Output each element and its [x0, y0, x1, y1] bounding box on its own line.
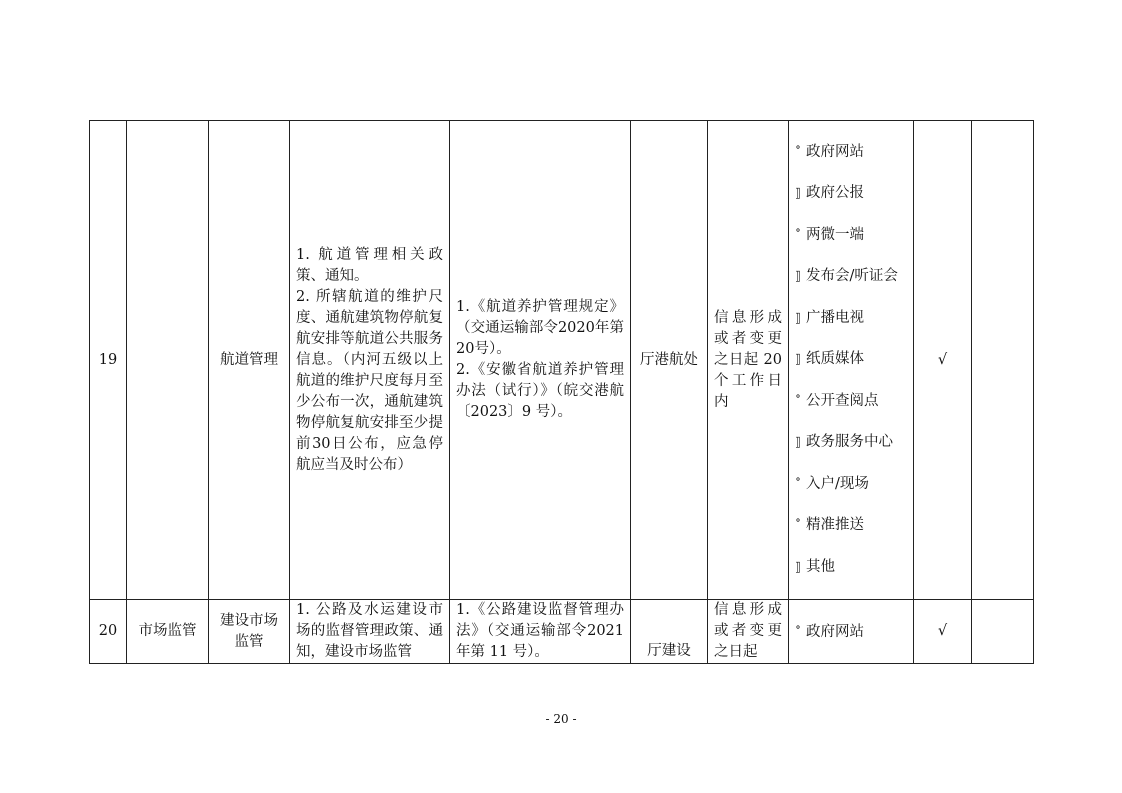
- bullet-icon: ˚: [795, 624, 801, 639]
- item-cell: 航道管理: [209, 121, 290, 600]
- content-cell: 1. 公路及水运建设市场的监督管理政策、通知，建设市场监管: [290, 600, 450, 664]
- bracket-icon: ⟧: [795, 310, 801, 325]
- check-mark: √: [914, 600, 972, 664]
- check-cell-empty: [972, 600, 1034, 664]
- basis-cell: 1.《航道养护管理规定》（交通运输部令2020年第20号）。 2.《安徽省航道养护管理办法（试行）》（皖交港航〔2023〕9 号）。: [450, 121, 631, 600]
- channel-item: ˚ 入户/现场: [795, 464, 907, 506]
- channel-item: ˚ 精准推送: [795, 505, 907, 547]
- channel-item: ˚ 政府网站: [795, 604, 907, 660]
- table-row: [90, 121, 1034, 600]
- department-cell: 厅港航处: [631, 121, 708, 600]
- department-cell: 厅建设: [631, 600, 708, 664]
- item-cell: 建设市场监管: [209, 600, 290, 664]
- content-cell: 1. 航道管理相关政策、通知。 2. 所辖航道的维护尺度、通航建筑物停航复航安排等航道公共服务信息。（内河五级以上航道的维护尺度每月至少公布一次，通航建筑物停航复航安排至少提前30日公布，应急停航应当及时公布）: [290, 121, 450, 600]
- channel-item: ⟧ 政务服务中心: [795, 422, 907, 464]
- bracket-icon: ⟧: [795, 435, 801, 450]
- channel-cell: [789, 600, 914, 664]
- bracket-icon: ⟧: [795, 559, 801, 574]
- channel-item: ⟧ 纸质媒体: [795, 339, 907, 381]
- page-number: - 20 -: [545, 712, 577, 726]
- bracket-icon: ⟧: [795, 352, 801, 367]
- channel-list: [795, 604, 907, 660]
- row-number: 19: [90, 121, 127, 600]
- channel-item: ˚ 公开查阅点: [795, 381, 907, 423]
- row-number: 20: [90, 600, 127, 664]
- channel-item: ⟧ 其他: [795, 547, 907, 589]
- channel-item: ˚ 两微一端: [795, 215, 907, 257]
- bullet-icon: ˚: [795, 476, 801, 491]
- category-cell: 市场监管: [127, 600, 209, 664]
- timing-cell: 信息形成或者变更之日起: [708, 600, 789, 664]
- channel-item: ⟧ 广播电视: [795, 298, 907, 340]
- bracket-icon: ⟧: [795, 269, 801, 284]
- check-cell-empty: [972, 121, 1034, 600]
- channel-item: ⟧ 发布会/听证会: [795, 256, 907, 298]
- disclosure-table: [89, 120, 1034, 664]
- bracket-icon: ⟧: [795, 186, 801, 201]
- bullet-icon: ˚: [795, 393, 801, 408]
- category-cell: [127, 121, 209, 600]
- bullet-icon: ˚: [795, 518, 801, 533]
- channel-item: ⟧ 政府公报: [795, 173, 907, 215]
- check-mark: √: [914, 121, 972, 600]
- bullet-icon: ˚: [795, 144, 801, 159]
- timing-cell: 信息形成或者变更之日起 20 个工作日内: [708, 121, 789, 600]
- channel-item: ˚ 政府网站: [795, 132, 907, 174]
- channel-list: [795, 132, 907, 589]
- bullet-icon: ˚: [795, 227, 801, 242]
- table-row: [90, 600, 1034, 664]
- basis-cell: 1.《公路建设监督管理办法》（交通运输部令2021 年第 11 号）。: [450, 600, 631, 664]
- channel-cell: [789, 121, 914, 600]
